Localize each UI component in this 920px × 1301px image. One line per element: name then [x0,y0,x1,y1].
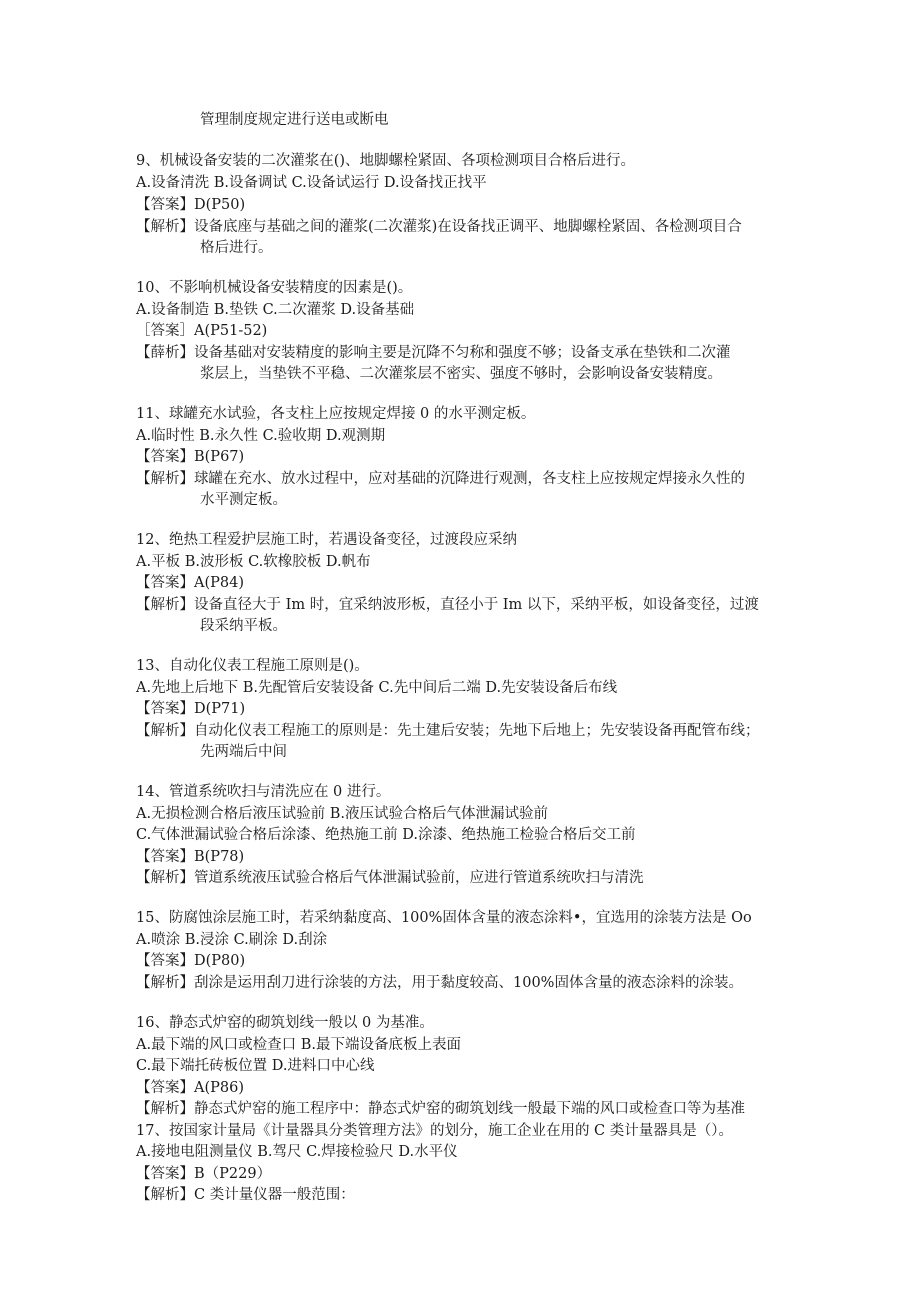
analysis-line: 【解析】设备底座与基础之间的灌浆(二次灌浆)在设备找正调平、地脚螺栓紧固、各检测项目合 [136,219,742,235]
analysis-continuation: 先两端后中间 [200,744,287,760]
analysis-continuation: 段采纳平板。 [200,618,287,634]
analysis-line: 【解析】C 类计量仪器一般范围： [136,1187,355,1203]
options-line: A.设备清洗 B.设备调试 C.设备试运行 D.设备找正找平 [136,175,487,191]
question-14: 14、管道系统吹扫与清洗应在 0 进行。 [136,784,391,800]
answer-line: 【答案】D(P50) [136,197,246,213]
answer-line: 【答案】A(P86) [136,1080,244,1096]
options-line: A.设备制造 B.垫铁 C.二次灌浆 D.设备基础 [136,302,415,318]
answer-line: 【答案】B(P67) [136,449,245,465]
analysis-continuation: 格后进行。 [200,240,273,256]
question-10: 10、不影响机械设备安装精度的因素是()。 [136,280,413,296]
options-line: A.临时性 B.永久性 C.验收期 D.观测期 [136,428,386,444]
question-15: 15、防腐蚀涂层施工时，若采纳黏度高、100%固体含量的液态涂料•，宜选用的涂装方法是 Oo [136,910,752,926]
options-line: A.平板 B.波形板 C.软橡胶板 D.帆布 [136,554,371,570]
question-17: 17、按国家计量局《计量器具分类管理方法》的划分，施工企业在用的 C 类计量器具是（）。 [136,1123,734,1139]
options-line: A.最下端的风口或检查口 B.最下端设备底板上表面 [136,1037,461,1053]
analysis-line: 【薛析】设备基础对安装精度的影响主要是沉降不匀称和强度不够；设备支承在垫铁和二次灌 [136,345,731,361]
question-12: 12、绝热工程爱护层施工时，若遇设备变径，过渡段应采纳 [136,532,517,548]
options-line: A.喷涂 B.浸涂 C.刷涂 D.刮涂 [136,932,328,948]
analysis-line: 【解析】自动化仪表工程施工的原则是：先土建后安装；先地下后地上；先安装设备再配管布线； [136,723,760,739]
analysis-continuation: 浆层上，当垫铁不平稳、二次灌浆层不密实、强度不够时，会影响设备安装精度。 [200,366,722,382]
options-line: A.接地电阻测量仪 B.驾尺 C.焊接检验尺 D.水平仪 [136,1144,458,1160]
answer-line: 【答案】D(P71) [136,701,246,717]
analysis-line: 【解析】管道系统液压试验合格后气体泄漏试验前，应进行管道系统吹扫与清洗 [136,870,644,886]
question-16: 16、静态式炉窑的砌筑划线一般以 0 为基准。 [136,1015,434,1031]
options-line: C.气体泄漏试验合格后涂漆、绝热施工前 D.涂漆、绝热施工检验合格后交工前 [136,827,636,843]
options-line: A.先地上后地下 B.先配管后安装设备 C.先中间后二端 D.先安装设备后布线 [136,680,618,696]
analysis-continuation: 水平测定板。 [200,492,287,508]
analysis-line: 【解析】静态式炉窑的施工程序中：静态式炉窑的砌筑划线一般最下端的风口或检查口等为基准 [136,1101,745,1117]
answer-line: 【答案】B(P78) [136,849,245,865]
analysis-line: 【解析】刮涂是运用刮刀进行涂装的方法，用于黏度较高、100%固体含量的液态涂料的涂装。 [136,975,743,991]
answer-line: 【答案】B（P229） [136,1166,272,1182]
options-line: A.无损检测合格后液压试验前 B.液压试验合格后气体泄漏试验前 [136,806,548,822]
text-line: 管理制度规定进行送电或断电 [200,112,389,128]
analysis-line: 【解析】设备直径大于 Im 时，宜采纳波形板，直径小于 Im 以下，采纳平板，如设备变径，过渡 [136,597,759,613]
answer-line: 【答案】D(P80) [136,953,246,969]
question-13: 13、自动化仪表工程施工原则是()。 [136,658,369,674]
answer-line: 【答案】A(P84) [136,575,244,591]
question-9: 9、机械设备安装的二次灌浆在()、地脚螺栓紧固、各项检测项目合格后进行。 [136,153,636,169]
analysis-line: 【解析】球罐在充水、放水过程中，应对基础的沉降进行观测，各支柱上应按规定焊接永久性的 [136,471,745,487]
options-line: C.最下端托砖板位置 D.进料口中心线 [136,1058,375,1074]
answer-line: ［答案］A(P51-52) [136,323,268,339]
question-11: 11、球罐充水试验，各支柱上应按规定焊接 0 的水平测定板。 [136,406,536,422]
